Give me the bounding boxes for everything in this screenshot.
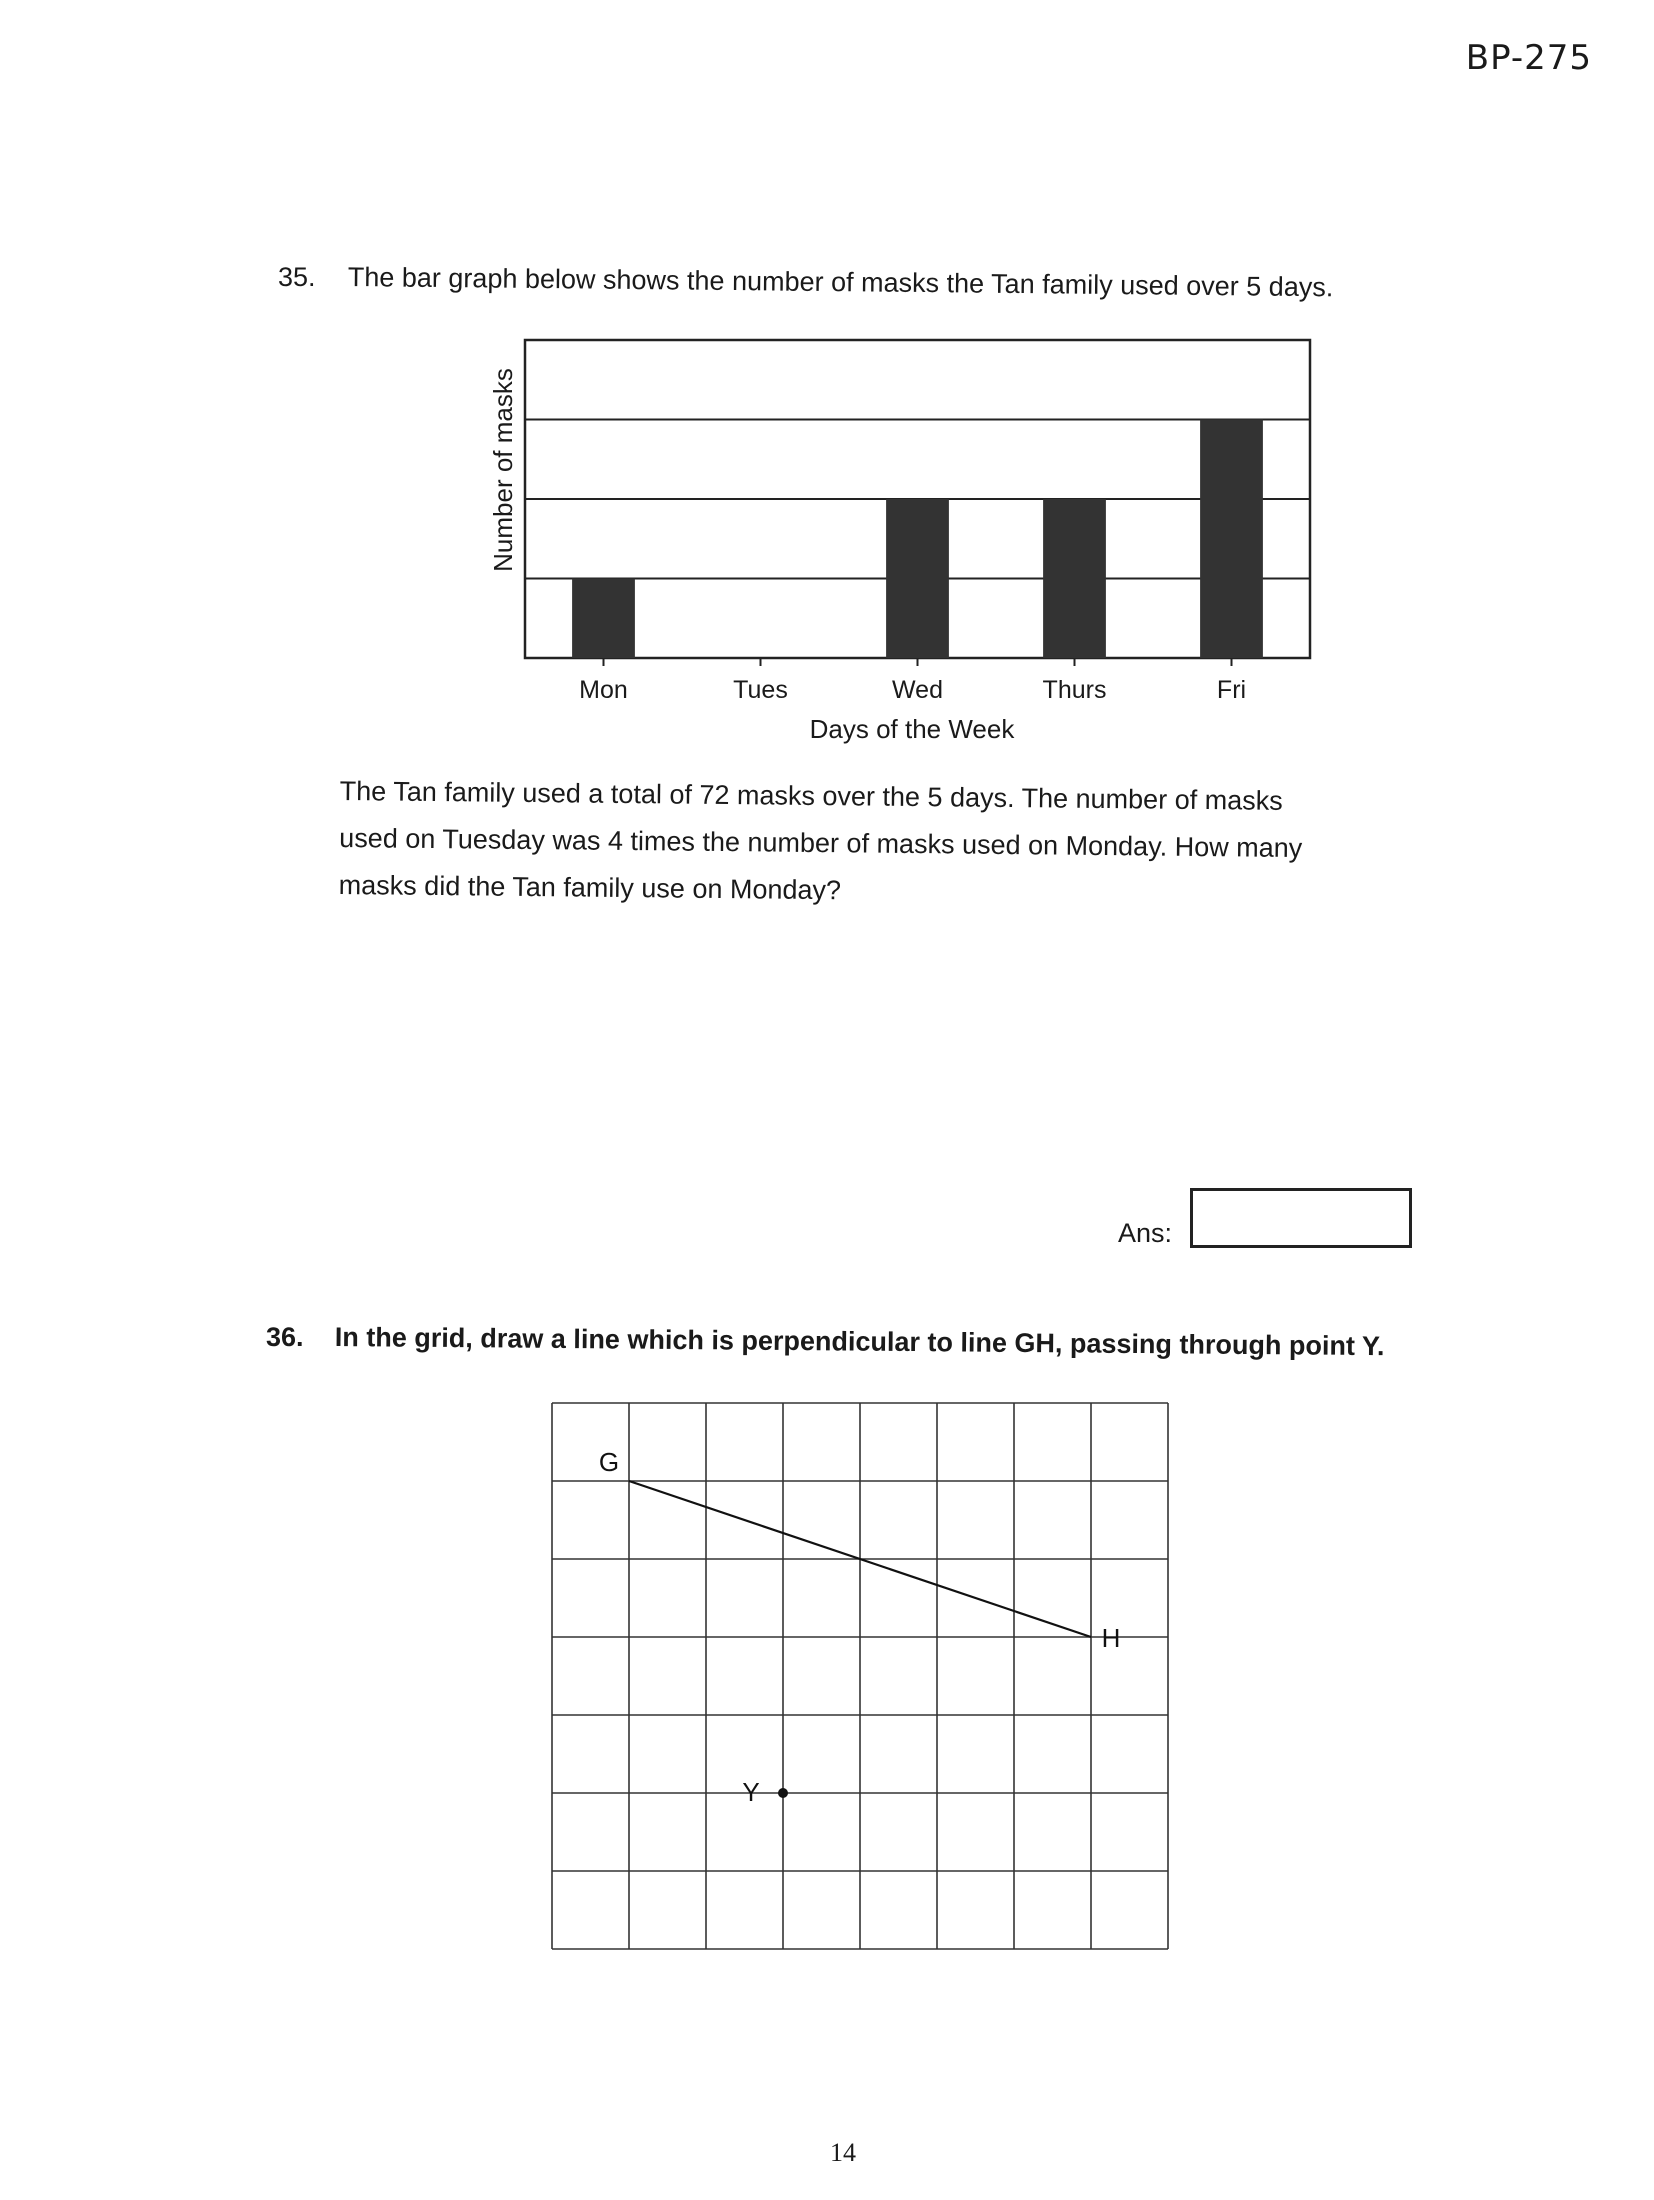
chart-category-label: Tues (733, 676, 788, 704)
question-35-body-line: masks did the Tan family use on Monday? (338, 869, 842, 906)
question-36-prompt: In the grid, draw a line which is perpendicular to line GH, passing through point Y. (334, 1322, 1385, 1362)
question-35-prompt: The bar graph below shows the number of masks the Tan family used over 5 days. (347, 262, 1334, 303)
question-35-body (339, 768, 1400, 920)
chart-bar (572, 579, 635, 659)
question-35-body-line: used on Tuesday was 4 times the number of masks used on Monday. How many (339, 822, 1303, 864)
chart-y-axis-label: Number of masks (488, 368, 518, 572)
drawing-grid[interactable] (540, 1395, 1180, 1965)
chart-category-label: Wed (892, 676, 943, 704)
chart-bars (572, 420, 1263, 659)
chart-x-axis-label: Days of the Week (809, 714, 1015, 744)
answer-box[interactable] (1190, 1188, 1412, 1248)
chart-category-labels (579, 676, 1246, 704)
bar-chart (470, 330, 1330, 760)
chart-bar (1043, 499, 1106, 658)
question-36-number: 36. (266, 1322, 304, 1352)
chart-bar (1200, 420, 1263, 659)
question-35-body-line: The Tan family used a total of 72 masks over the 5 days. The number of masks (339, 775, 1283, 816)
point-label: Y (742, 1777, 760, 1807)
answer-label: Ans: (1118, 1218, 1173, 1248)
chart-bar (886, 499, 949, 658)
chart-category-label: Mon (579, 676, 628, 704)
question-35-number: 35. (278, 262, 316, 292)
page-code: BP-275 (1465, 38, 1592, 78)
page-number: 14 (830, 2138, 856, 2167)
point-label: G (598, 1447, 620, 1477)
chart-category-label: Thurs (1042, 676, 1107, 704)
chart-category-label: Fri (1216, 676, 1247, 704)
point-label: H (1101, 1623, 1121, 1653)
grid-lines (552, 1403, 1168, 1949)
point-marker (778, 1788, 788, 1798)
